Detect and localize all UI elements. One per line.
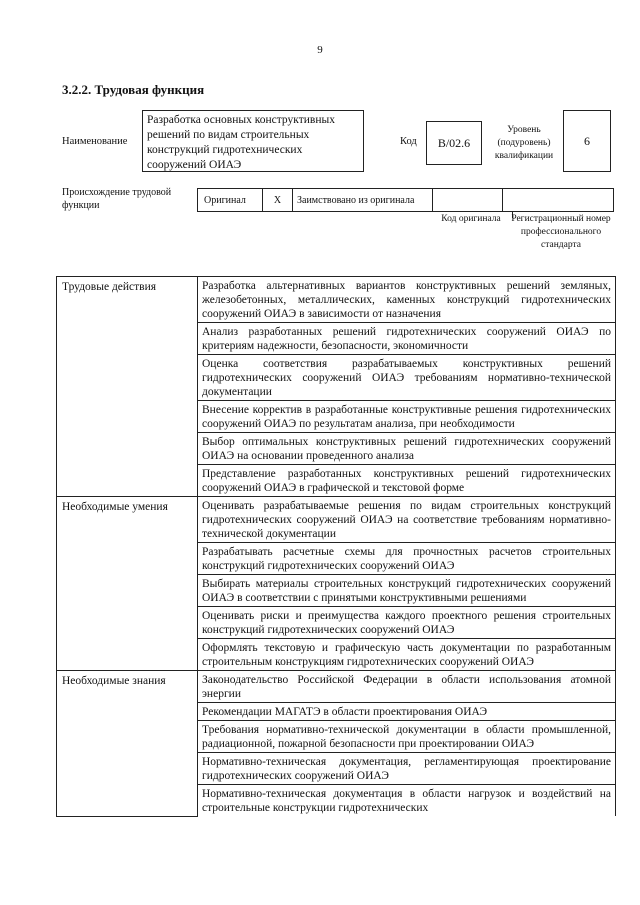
section-title-knowledge: Необходимые знания bbox=[57, 671, 198, 817]
origin-reg-cell bbox=[503, 189, 613, 211]
code-box: B/02.6 bbox=[426, 121, 482, 165]
list-item: Нормативно-техническая документация, регламентирующая проектирование гидротехнических сооружений ОИАЭ bbox=[198, 753, 616, 785]
level-label: Уровень (подуровень) квалификации bbox=[494, 125, 554, 161]
code-label: Код bbox=[400, 136, 417, 147]
section-title: 3.2.2. Трудовая функция bbox=[62, 82, 205, 97]
origin-row bbox=[197, 188, 614, 212]
list-item: Требования нормативно-технической документации в области промышленной, радиационной, пожарной безопасности при проектировании ОИАЭ bbox=[198, 721, 616, 753]
list-item: Нормативно-техническая документация в области нагрузок и воздействий на строительные конструкции гидротехнических bbox=[198, 785, 616, 817]
name-label: Наименование bbox=[62, 136, 128, 147]
list-item: Оценивать разрабатываемые решения по видам строительных конструкций гидротехнических сооружений ОИАЭ на соответствие требованиям нормативно-технической документации bbox=[198, 497, 616, 543]
origin-mark: X bbox=[263, 189, 293, 211]
table-row bbox=[57, 497, 616, 543]
list-item: Рекомендации МАГАТЭ в области проектирования ОИАЭ bbox=[198, 703, 616, 721]
list-item: Разработка альтернативных вариантов конструктивных решений земляных, железобетонных, металлических, каменных конструкций гидротехнических сооружений ОИАЭ в зависимости от назначения bbox=[198, 277, 616, 323]
origin-original: Оригинал bbox=[198, 189, 263, 211]
list-item: Анализ разработанных решений гидротехнических сооружений ОИАЭ по критериям надежности, безопасности, экономичности bbox=[198, 323, 616, 355]
origin-reg-caption: Регистрационный номер профессионального стандарта bbox=[511, 214, 611, 250]
section-title-skills: Необходимые умения bbox=[57, 497, 198, 671]
function-name-box: Разработка основных конструктивных решений по видам строительных конструкций гидротехнических сооружений ОИАЭ bbox=[142, 110, 364, 172]
list-item: Выбирать материалы строительных конструкций гидротехнических сооружений ОИАЭ в соответствии с принятыми конструктивными решениями bbox=[198, 575, 616, 607]
origin-borrowed: Заимствовано из оригинала bbox=[293, 189, 433, 211]
list-item: Разрабатывать расчетные схемы для прочностных расчетов строительных конструкций гидротехнических сооружений ОИАЭ bbox=[198, 543, 616, 575]
origin-code-caption: Код оригинала bbox=[441, 214, 501, 224]
origin-label: Происхождение трудовой функции bbox=[62, 187, 172, 211]
list-item: Оценивать риски и преимущества каждого проектного решения строительных конструкций гидротехнических сооружений ОИАЭ bbox=[198, 607, 616, 639]
list-item: Оформлять текстовую и графическую часть документации по разработанным строительным конструкциям гидротехнических сооружений ОИАЭ bbox=[198, 639, 616, 671]
section-title-actions: Трудовые действия bbox=[57, 277, 198, 497]
list-item: Представление разработанных конструктивных решений гидротехнических сооружений ОИАЭ в графической и текстовой форме bbox=[198, 465, 616, 497]
list-item: Выбор оптимальных конструктивных решений гидротехнических сооружений ОИАЭ на основании проведенного анализа bbox=[198, 433, 616, 465]
list-item: Оценка соответствия разрабатываемых конструктивных решений гидротехнических сооружений ОИАЭ требованиям нормативно-технической документации bbox=[198, 355, 616, 401]
function-table bbox=[56, 276, 616, 817]
table-row bbox=[57, 277, 616, 323]
list-item: Законодательство Российской Федерации в области использования атомной энергии bbox=[198, 671, 616, 703]
list-item: Внесение корректив в разработанные конструктивные решения гидротехнических сооружений ОИАЭ по результатам анализа, при необходимости bbox=[198, 401, 616, 433]
table-row bbox=[57, 671, 616, 703]
origin-code-cell bbox=[433, 189, 503, 211]
level-box: 6 bbox=[563, 110, 611, 172]
page-number: 9 bbox=[317, 44, 323, 56]
